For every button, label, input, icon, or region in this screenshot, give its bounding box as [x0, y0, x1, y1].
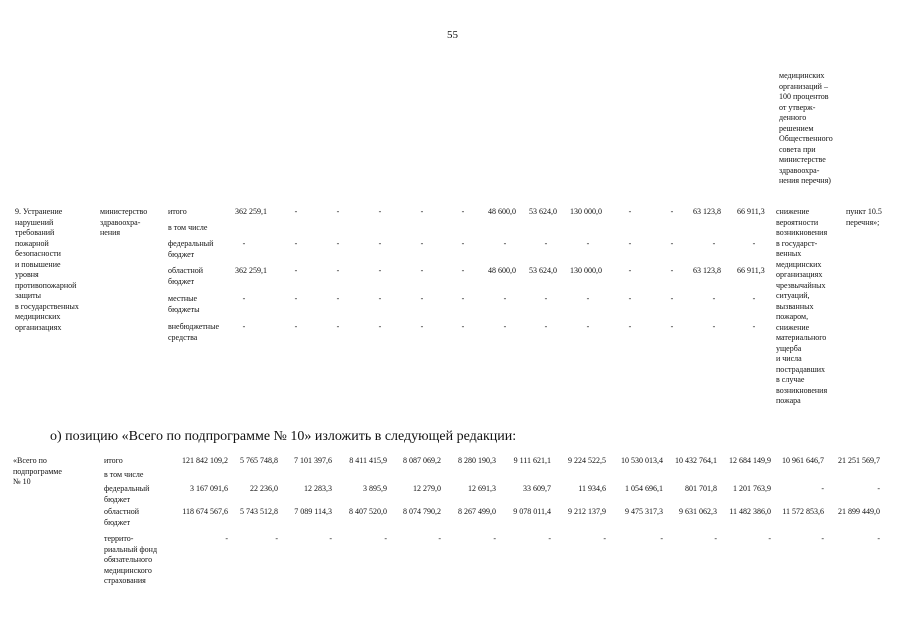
block9-value: 63 123,8 [693, 266, 721, 275]
total-value-cell: 12 691,3 [468, 484, 496, 493]
empty-cell-dash: - [670, 239, 674, 248]
block9-value: 63 123,8 [693, 207, 721, 216]
empty-cell-dash: - [336, 322, 340, 331]
total-value-cell: - [877, 534, 880, 543]
empty-cell-dash: - [378, 294, 382, 303]
empty-cell-dash: - [420, 322, 424, 331]
empty-cell-dash: - [503, 322, 507, 331]
total-value-cell: 12 279,0 [413, 484, 441, 493]
total-value-cell: - [877, 484, 880, 493]
total-value-cell: - [438, 534, 441, 543]
total-value-cell: 8 280 190,3 [458, 456, 496, 465]
empty-cell-dash: - [336, 207, 340, 216]
empty-cell-dash: - [628, 239, 632, 248]
total-value-cell: 9 111 621,1 [513, 456, 551, 465]
total-value-cell: 9 631 062,3 [679, 507, 717, 516]
empty-cell-dash: - [420, 207, 424, 216]
block9-row-label: итого [168, 207, 187, 216]
empty-cell-dash: - [712, 239, 716, 248]
empty-cell-dash: - [628, 322, 632, 331]
block9-executor: министерство здравоохра- нения [100, 207, 148, 237]
total-value-cell: 11 482 386,0 [729, 507, 771, 516]
empty-cell-dash: - [712, 322, 716, 331]
empty-cell-dash: - [628, 266, 632, 275]
total-value-cell: - [660, 534, 663, 543]
block9-value: 130 000,0 [570, 266, 602, 275]
total-value-cell: - [821, 534, 824, 543]
total-value-cell: - [275, 534, 278, 543]
block9-total-value: 362 259,1 [235, 207, 267, 216]
block9-value: 66 911,3 [737, 266, 765, 275]
empty-cell-dash: - [461, 294, 465, 303]
total-value-cell: 21 251 569,7 [838, 456, 880, 465]
amendment-instruction: о) позицию «Всего по подпрограмме № 10» изложить в следующей редакции: [50, 429, 517, 444]
block9-row-label: в том числе [168, 223, 208, 232]
total-value-cell: 11 934,6 [578, 484, 606, 493]
empty-cell-dash: - [628, 294, 632, 303]
empty-cell-dash: - [670, 322, 674, 331]
total-value-cell: 1 201 763,9 [733, 484, 771, 493]
total-value-cell: - [384, 534, 387, 543]
block9-value: 130 000,0 [570, 207, 602, 216]
empty-cell-dash: - [461, 207, 465, 216]
empty-cell-dash: - [586, 322, 590, 331]
total-row-label: террито- риальный фонд обязательного медицинского страхования [104, 534, 158, 585]
block9-row-label: федеральный бюджет [168, 239, 214, 259]
empty-cell-dash: - [336, 266, 340, 275]
total-value-cell: - [225, 534, 228, 543]
total-value-cell: 5 765 748,8 [240, 456, 278, 465]
total-value-cell: 1 054 696,1 [625, 484, 663, 493]
empty-cell-dash: - [752, 322, 756, 331]
total-row-label: федеральный бюджет [104, 484, 150, 504]
empty-cell-dash: - [544, 239, 548, 248]
empty-cell-dash: - [544, 294, 548, 303]
total-value-cell: 121 842 109,2 [182, 456, 228, 465]
total-value-cell: - [714, 534, 717, 543]
total-value-cell: 11 572 853,6 [782, 507, 824, 516]
total-value-cell: 8 267 499,0 [458, 507, 496, 516]
block9-value: 66 911,3 [737, 207, 765, 216]
total-value-cell: - [821, 484, 824, 493]
empty-cell-dash: - [242, 322, 246, 331]
total-value-cell: 12 283,3 [304, 484, 332, 493]
total-value-cell: 10 530 013,4 [621, 456, 663, 465]
empty-cell-dash: - [294, 207, 298, 216]
empty-cell-dash: - [544, 322, 548, 331]
page-number: 55 [447, 29, 458, 41]
empty-cell-dash: - [752, 294, 756, 303]
empty-cell-dash: - [242, 239, 246, 248]
total-value-cell: 10 432 764,1 [675, 456, 717, 465]
total-value-cell: 118 674 567,6 [182, 507, 228, 516]
empty-cell-dash: - [461, 239, 465, 248]
total-value-cell: - [493, 534, 496, 543]
block9-row-label: внебюджетные средства [168, 322, 219, 342]
empty-cell-dash: - [336, 294, 340, 303]
total-value-cell: 8 411 415,9 [349, 456, 387, 465]
total-value-cell: 21 899 449,0 [838, 507, 880, 516]
empty-cell-dash: - [378, 239, 382, 248]
total-value-cell: 22 236,0 [250, 484, 278, 493]
empty-cell-dash: - [378, 207, 382, 216]
empty-cell-dash: - [503, 294, 507, 303]
total-row-label: в том числе [104, 470, 144, 479]
empty-cell-dash: - [294, 294, 298, 303]
empty-cell-dash: - [712, 294, 716, 303]
empty-cell-dash: - [461, 266, 465, 275]
total-value-cell: 9 224 522,5 [568, 456, 606, 465]
block9-total-value: 362 259,1 [235, 266, 267, 275]
empty-cell-dash: - [586, 239, 590, 248]
total-value-cell: 8 407 520,0 [349, 507, 387, 516]
total-value-cell: 10 961 646,7 [782, 456, 824, 465]
total-value-cell: 3 895,9 [363, 484, 387, 493]
total-value-cell: - [329, 534, 332, 543]
empty-cell-dash: - [420, 239, 424, 248]
total-value-cell: 33 609,7 [523, 484, 551, 493]
total-value-cell: 9 475 317,3 [625, 507, 663, 516]
empty-cell-dash: - [503, 239, 507, 248]
block9-title: 9. Устранение нарушений требований пожарной безопасности и повышение уровня противопожарной защиты в государственных медицинских организациях [15, 207, 79, 332]
total-value-cell: 9 078 011,4 [513, 507, 551, 516]
total-value-cell: 801 701,8 [685, 484, 717, 493]
total-block-title: «Всего по подпрограмме № 10 [13, 456, 62, 486]
total-value-cell: 8 087 069,2 [403, 456, 441, 465]
empty-cell-dash: - [586, 294, 590, 303]
total-value-cell: 5 743 512,8 [240, 507, 278, 516]
block9-value: 48 600,0 [488, 266, 516, 275]
empty-cell-dash: - [294, 266, 298, 275]
block9-row-label: местные бюджеты [168, 294, 200, 314]
block9-value: 53 624,0 [529, 207, 557, 216]
total-value-cell: - [548, 534, 551, 543]
empty-cell-dash: - [670, 207, 674, 216]
empty-cell-dash: - [420, 294, 424, 303]
empty-cell-dash: - [670, 294, 674, 303]
empty-cell-dash: - [461, 322, 465, 331]
block9-reference: пункт 10.5 перечня»; [846, 207, 882, 227]
empty-cell-dash: - [294, 239, 298, 248]
empty-cell-dash: - [752, 239, 756, 248]
block9-expected-result: снижение вероятности возникновения в государст- венных медицинских организациях чрезвычайных ситуаций, вызванных пожаром, снижение материального ущерба и числа пострадавших в случае возникновения пожара [776, 207, 828, 405]
block9-row-label: областной бюджет [168, 266, 204, 286]
empty-cell-dash: - [670, 266, 674, 275]
empty-cell-dash: - [294, 322, 298, 331]
block9-value: 53 624,0 [529, 266, 557, 275]
total-value-cell: 7 089 114,3 [294, 507, 332, 516]
total-value-cell: 9 212 137,9 [568, 507, 606, 516]
total-value-cell: 8 074 790,2 [403, 507, 441, 516]
top-continuation-text: медицинских организаций – 100 процентов от утверж- денного решением Общественного совета при министерстве здравоохра- нения перечня) [779, 71, 833, 185]
total-row-label: итого [104, 456, 123, 465]
total-value-cell: - [768, 534, 771, 543]
total-value-cell: 3 167 091,6 [190, 484, 228, 493]
total-value-cell: - [603, 534, 606, 543]
empty-cell-dash: - [378, 322, 382, 331]
empty-cell-dash: - [378, 266, 382, 275]
empty-cell-dash: - [242, 294, 246, 303]
block9-value: 48 600,0 [488, 207, 516, 216]
empty-cell-dash: - [336, 239, 340, 248]
total-row-label: областной бюджет [104, 507, 140, 527]
empty-cell-dash: - [420, 266, 424, 275]
total-value-cell: 7 101 397,6 [294, 456, 332, 465]
empty-cell-dash: - [628, 207, 632, 216]
total-value-cell: 12 684 149,9 [729, 456, 771, 465]
